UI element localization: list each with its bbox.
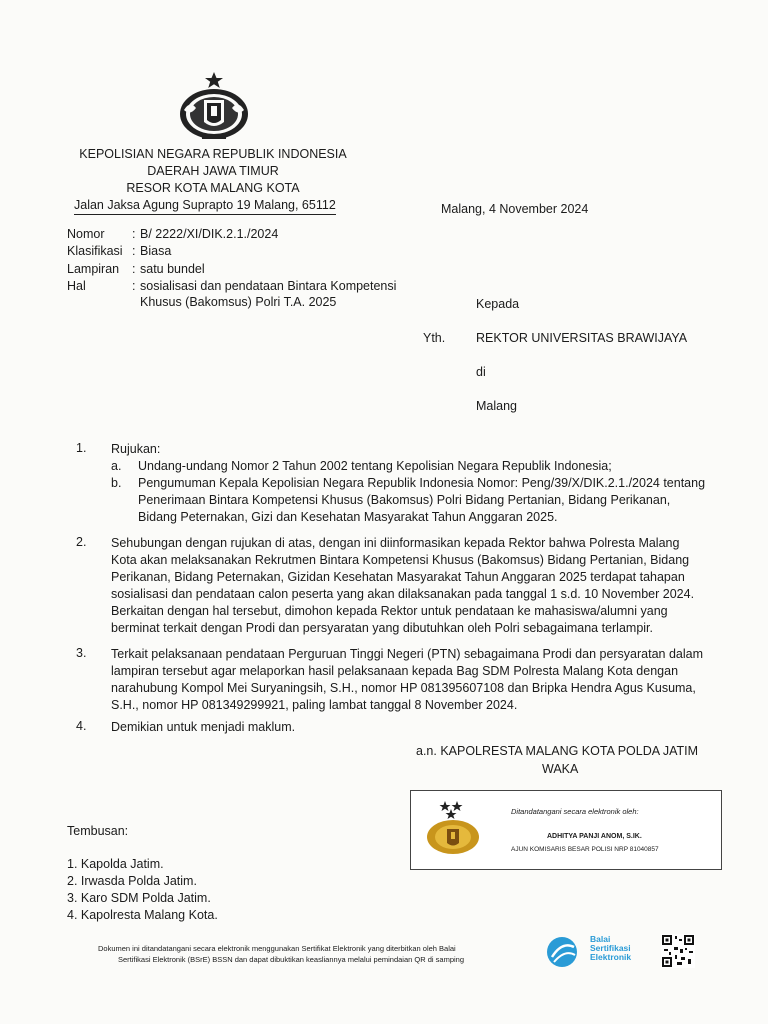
rujukan-b-line2: Penerimaan Bintara Kompetensi Khusus (Bakomsus) Polri Bidang Pertanian, Bidang Perikanan, [138,493,671,507]
nomor-value: B/ 2222/XI/DIK.2.1./2024 [140,227,279,241]
footer-disclaimer-line1: Dokumen ini ditandatangani secara elektronik menggunakan Sertifikat Elektronik yang diterbitkan oleh Balai [98,944,456,953]
signatory-office: a.n. KAPOLRESTA MALANG KOTA POLDA JATIM [416,744,699,758]
colon: : [132,244,136,258]
hal-value-line2: Khusus (Bakomsus) Polri T.A. 2025 [140,295,337,309]
p2-line: berminat terkait dengan Prodi dan persyaratan yang dibutuhkan oleh Polri sebagaimana terlampir. [111,621,653,635]
p2-line: Sehubungan dengan rujukan di atas, dengan ini diinformasikan kepada Rektor bahwa Polresta Malang [111,536,680,550]
electronic-signature-box [410,790,722,870]
lampiran-value: satu bundel [140,262,205,276]
paragraph-number: 2. [76,535,87,549]
tembusan-title: Tembusan: [67,824,129,838]
hal-value-line1: sosialisasi dan pendataan Bintara Kompetensi [140,279,397,293]
org-name: KEPOLISIAN NEGARA REPUBLIK INDONESIA [79,147,347,161]
signed-electronically-label: Ditandatangani secara elektronik oleh: [511,807,639,816]
recipient-city: Malang [476,399,517,413]
bsre-name-line2: Sertifikasi [590,943,631,953]
item-label: b. [111,476,122,490]
p3-line: S.H., nomor HP 081349299921, paling lambat tanggal 8 November 2024. [111,698,518,712]
p2-line: Perikanan, Bidang Peternakan, Gizidan Kesehatan Masyarakat Tahun Anggaran 2025 terdapat tahapan [111,570,685,584]
hal-label: Hal [67,279,86,293]
paragraph-number: 1. [76,441,87,455]
tembusan-item: 1. Kapolda Jatim. [67,857,164,871]
org-unit: RESOR KOTA MALANG KOTA [126,181,300,195]
rujukan-a: Undang-undang Nomor 2 Tahun 2002 tentang Kepolisian Negara Republik Indonesia; [138,459,612,473]
signatory-position: WAKA [542,762,579,776]
klasifikasi-value: Biasa [140,244,172,258]
rujukan-b-line3: Bidang Peternakan, Gizi dan Kesehatan Masyarakat Tahun Anggaran 2025. [138,510,558,524]
p3-line: lampiran tersebut agar melaporkan hasil pelaksanaan kepada Bag SDM Polresta Malang Kota dengan [111,664,679,678]
police-badge-seal [423,799,493,857]
tembusan-item: 3. Karo SDM Polda Jatim. [67,891,211,905]
nomor-label: Nomor [67,227,105,241]
bsre-name-line1: Balai [590,934,611,944]
p3-line: Terkait pelaksanaan pendataan Perguruan Tinggi Negeri (PTN) sebagaimana Prodi dan persyaratan dalam [111,647,704,661]
klasifikasi-label: Klasifikasi [67,244,123,258]
rujukan-title: Rujukan: [111,442,161,456]
bsre-logo-icon [545,935,583,969]
paragraph-number: 4. [76,719,87,733]
bsre-name-line3: Elektronik [590,952,632,962]
tembusan-item: 4. Kapolresta Malang Kota. [67,908,218,922]
lampiran-label: Lampiran [67,262,120,276]
rujukan-b-line1: Pengumuman Kepala Kepolisian Negara Republik Indonesia Nomor: Peng/39/X/DIK.2.1./2024 tentang [138,476,706,490]
paragraph-number: 3. [76,646,87,660]
p2-line: sosialisasi dan pendataan calon peserta yang akan dilaksanakan pada tanggal 1 s.d. 10 November 2024. [111,587,695,601]
org-address: Jalan Jaksa Agung Suprapto 19 Malang, 65112 [74,197,336,215]
p2-line: Berkaitan dengan hal tersebut, dimohon kepada Rektor untuk pendataan ke mahasiswa/alumni yang [111,604,668,618]
police-emblem-logo [176,70,252,144]
tembusan-item: 2. Irwasda Polda Jatim. [67,874,197,888]
place-date: Malang, 4 November 2024 [441,202,589,216]
signer-rank: AJUN KOMISARIS BESAR POLISI NRP 81040857 [511,846,659,853]
p2-line: Kota akan melaksanakan Rekrutmen Bintara Kompetensi Khusus (Bakomsus) Bidang Pertanian, Bidang [111,553,690,567]
p3-line: narahubung Kompol Mei Suryaningsih, S.H., nomor HP 081395607108 dan Bripka Hendra Agus Kusuma, [111,681,696,695]
qr-code [661,934,695,968]
signer-name: ADHITYA PANJI ANOM, S.IK. [547,833,642,840]
recipient-name: REKTOR UNIVERSITAS BRAWIJAYA [476,331,688,345]
closing-sentence: Demikian untuk menjadi maklum. [111,720,296,734]
org-region: DAERAH JAWA TIMUR [147,164,279,178]
colon: : [132,279,136,293]
yth-label: Yth. [423,331,446,345]
recipient-di: di [476,365,486,379]
colon: : [132,227,136,241]
item-label: a. [111,459,122,473]
letterhead [48,146,378,197]
footer-disclaimer-line2: Sertifikasi Elektronik (BSrE) BSSN dan dapat dibuktikan keasliannya melalui pemindaian QR di samping [118,955,465,964]
kepada-label: Kepada [476,297,520,311]
colon: : [132,262,136,276]
